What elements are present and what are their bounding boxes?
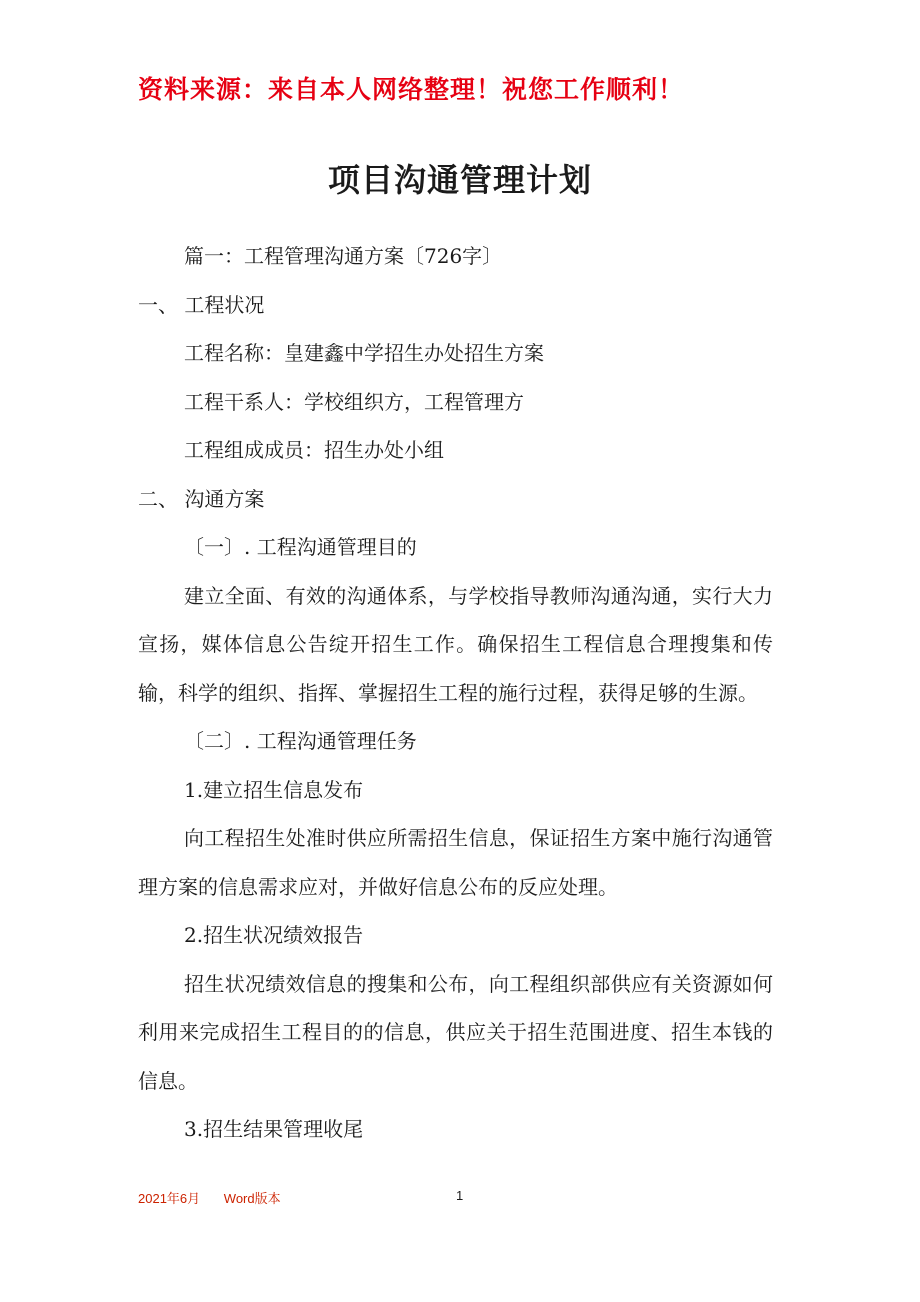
goal-paragraph: 建立全面、有效的沟通体系，与学校指导教师沟通沟通，实行大力宣扬，媒体信息公告绽开招生工作。确保招生工程信息合理搜集和传输，科学的组织、指挥、掌握招生工程的施行过程，获得足够的生源。 bbox=[138, 583, 773, 705]
task-2-heading: 2.招生状况绩效报告 bbox=[184, 923, 364, 947]
document-title: 项目沟通管理计划 bbox=[327, 161, 592, 199]
section-heading: 篇一：工程管理沟通方案〔726字〕 bbox=[184, 244, 503, 268]
task-2-paragraph: 招生状况绩效信息的搜集和公布，向工程组织部供应有关资源如何利用来完成招生工程目的的信息，供应关于招生范围进度、招生本钱的信息。 bbox=[138, 971, 773, 1093]
members-line: 工程组成成员：招生办处小组 bbox=[184, 438, 444, 462]
page-footer bbox=[138, 1188, 281, 1207]
task-3-heading: 3.招生结果管理收尾 bbox=[184, 1117, 364, 1141]
heading-project-status: 一、 工程状况 bbox=[138, 292, 265, 317]
document-body bbox=[138, 232, 773, 1154]
source-banner: 资料来源：来自本人网络整理！祝您工作顺利！ bbox=[138, 75, 685, 104]
footer-date: 2021年6月 bbox=[138, 1191, 201, 1206]
stakeholders-line: 工程干系人：学校组织方，工程管理方 bbox=[184, 389, 524, 414]
project-name-line: 工程名称：皇建鑫中学招生办处招生方案 bbox=[184, 341, 544, 365]
page-number: 1 bbox=[456, 1188, 464, 1203]
subheading-goal: 〔一〕. 工程沟通管理目的 bbox=[184, 535, 417, 559]
footer-version: Word版本 bbox=[223, 1191, 281, 1206]
task-1-paragraph: 向工程招生处准时供应所需招生信息，保证招生方案中施行沟通管理方案的信息需求应对，并做好信息公布的反应处理。 bbox=[138, 826, 773, 899]
task-1-heading: 1.建立招生信息发布 bbox=[184, 777, 364, 802]
subheading-tasks: 〔二〕. 工程沟通管理任务 bbox=[184, 729, 417, 753]
heading-communication-plan: 二、 沟通方案 bbox=[138, 486, 265, 511]
